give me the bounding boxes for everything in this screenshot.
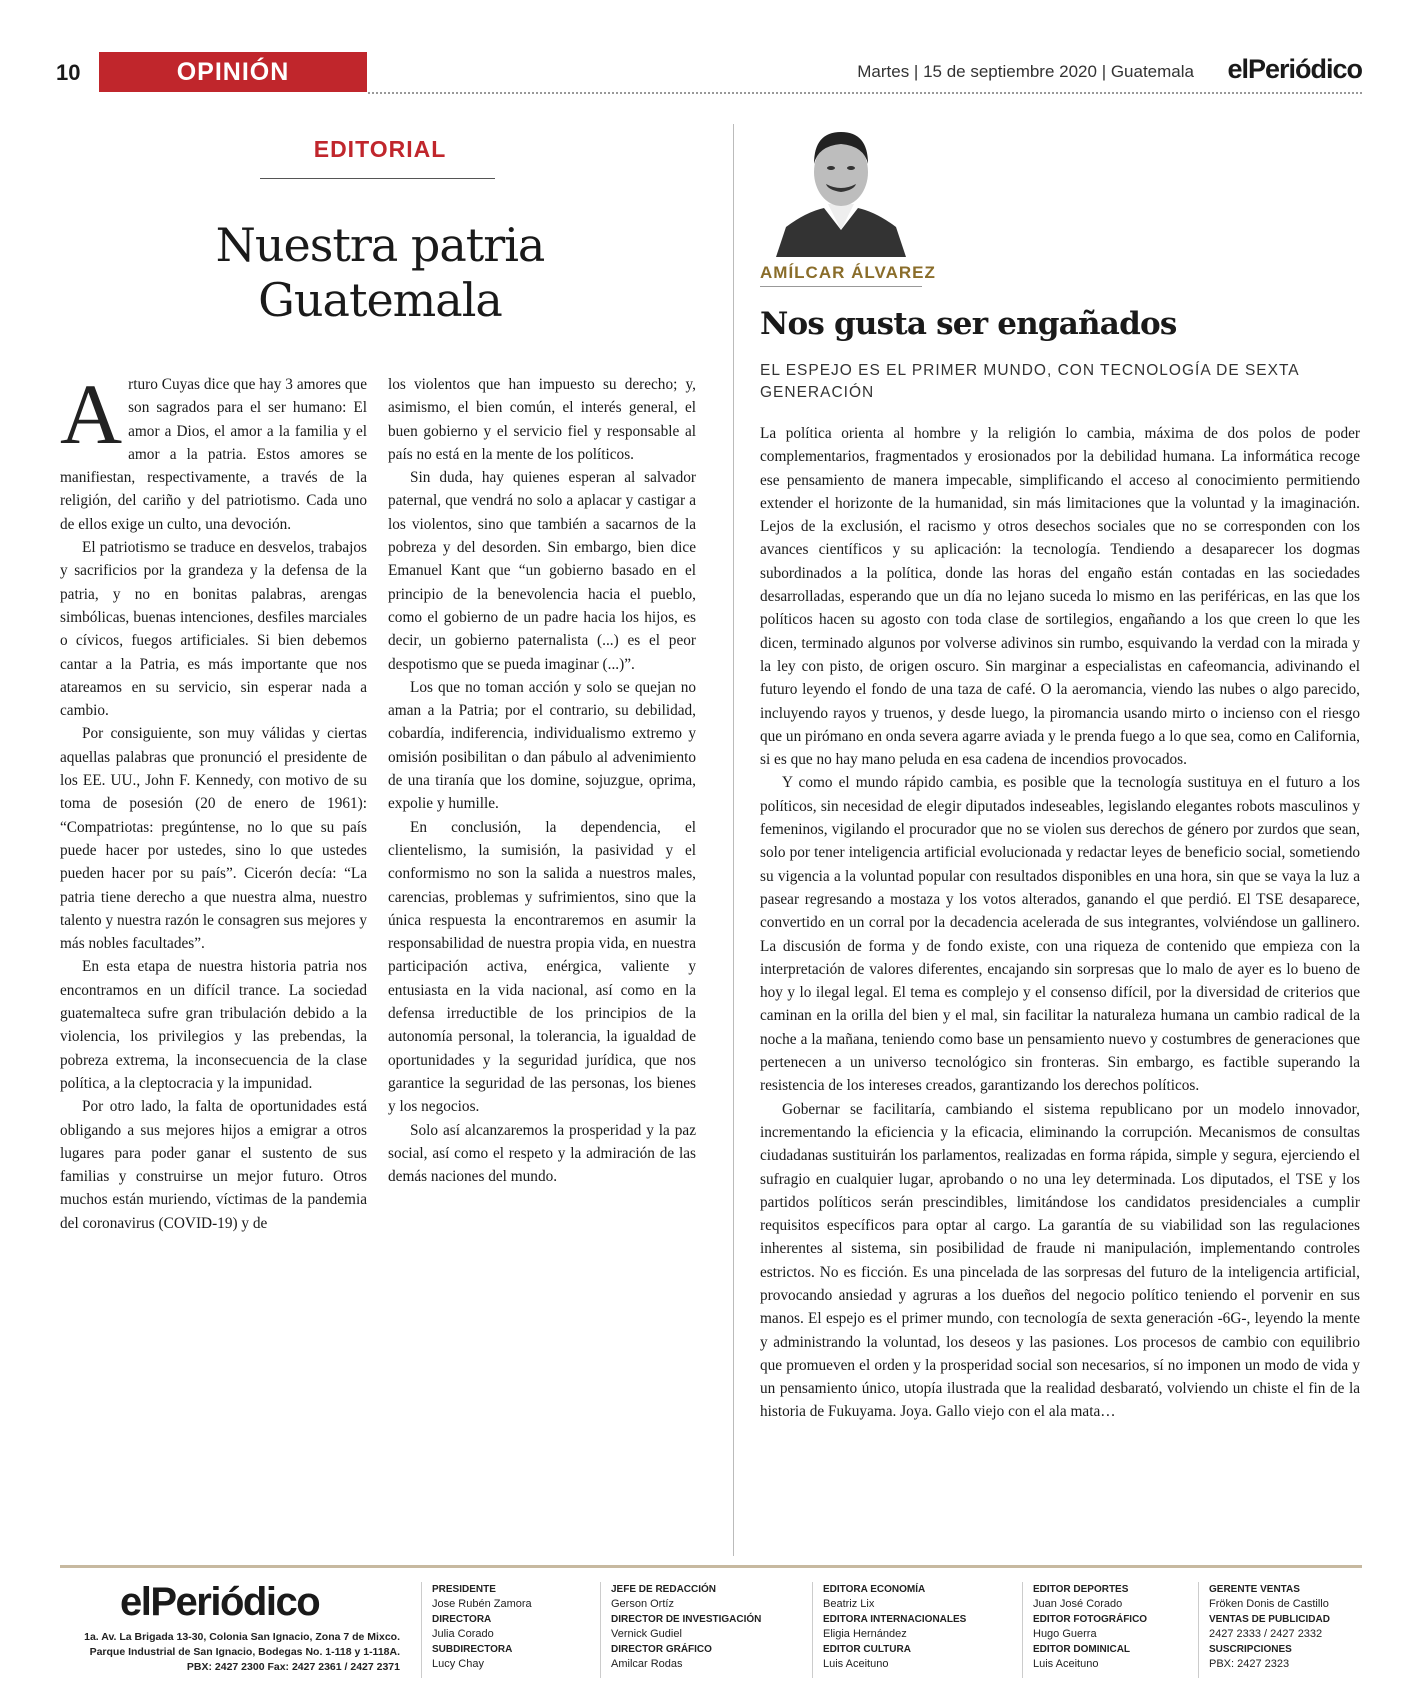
page-number: 10 [56,60,81,85]
section-label: OPINIÓN [99,52,367,92]
paragraph: Gobernar se facilitaría, cambiando el sistema republicano por un modelo innovador, incrementando la eficiencia y la eficacia, eliminando la corrupción. Mecanismos de consultas ciudadanas sustituirán los parlamentos, realizadas en forma rápida, simple y segura, ejerciendo el sufragio en cualquier lugar, aprobando o no una ley determinada. Los diputados, el TSE y los partidos políticos serán prescindibles, limitándose los candidatos presidenciales a cumplir requisitos específicos para optar al cargo. La garantía de su viabilidad son las regulaciones inherentes al sistema, sin posibilidad de fraude ni manipulación, implementando controles estrictos. No es ficción. Es una pincelada de las sorpresas del futuro de la inteligencia artificial, provocando ansiedad y agruras a los dueños del negocio político teniendo el porvenir en sus manos. El espejo es el primer mundo, con tecnología de sexta generación -6G-, leyendo la mente y administrando la voluntad, los deseos y las pasiones. Los procesos de cambio con equilibrio que promueven el orden y la prosperidad social son necesarios, sí no imponen un modo de vida y un pensamiento único, utopía ilustrada que la realidad desbarató, volviendo un chiste el fin de la historia de Fukuyama. Joya. Gallo viejo con el ala mata… [760,1100,1360,1421]
paragraph: La política orienta al hombre y la religión lo cambia, máxima de dos polos de poder complementarios, fragmentados y erosionados por la debilidad humana. La informática recoge ese pensamiento de manera impecable, simplificando el acceso al conocimiento permitiendo extender el horizonte de la humanidad, sin más limitaciones que la voluntad y la imaginación. Lejos de la exclusión, el racismo y otros desechos sociales que no se corresponden con los avances científicos y su aplicación: la tecnología. Tendiendo a desaparecer los dogmas subordinados a la política, donde las horas del engaño están contadas en las sociedades desarrolladas, esperando que un día no lejano suceda lo mismo en las periféricas, en las que los políticos hacen su agosto con toda clase de sortilegios, engañando a los que creen lo que les dicen, terminado algunos por volverse adivinos sin rumbo, esquivando la verdad con la mirada y la ley con pisto, de origen oscuro. Sin marginar a especialistas en cafeomancia, adivinando el futuro leyendo el fondo de una taza de café. O la aeromancia, viendo las nubes o algo parecido, incluyendo rayos y truenos, y desde luego, la piromancia usando mirto o incienso con el riesgo que un pirómano en onda severa agarre aviada y le prenda fuego a lo que sea, como en California, si es que no hay mano peluda en esa cadena de incendios provocados. [760,425,1360,769]
staff-column-3: EDITORA ECONOMÍA Beatriz Lix EDITORA INTERNACIONALES Eligia Hernández EDITOR CULTURA Luis Aceituno [823,1584,967,1670]
column-title: Nos gusta ser engañados [760,306,1177,342]
author-name: AMÍLCAR ÁLVAREZ [760,263,936,282]
kicker-rule [260,178,495,179]
footer-separator [600,1582,601,1678]
footer-address: 1a. Av. La Brigada 13-30, Colonia San Ignacio, Zona 7 de Mixco. Parque Industrial de San Ignacio, Bodegas No. 1-118 y 1-118A. PBX: 2427 2300 Fax: 2427 2361 / 2427 2371 [84,1631,400,1673]
paragraph: Y como el mundo rápido cambia, es posible que la tecnología sustituya en el futuro a los políticos, sin necesidad de elegir diputados indeseables, legislando elegantes robots masculinos y femeninos, vigilando el procurador que no se violen sus derechos de género por zurdos que sean, solo por tener inteligencia artificial evolucionada y redactar leyes de beneficio social, sometiendo su vigencia a la voluntad popular con resultados disponibles en una hora, sin que se vaya la luz a pasear regresando a mostaza y los votos alterados, ganando el que perdió. El TSE desaparece, convertido en un corral por la decadencia acelerada de sus integrantes, volviéndose un gallinero. La discusión de forma y de fondo existe, con una riqueza de contenido que empieza con la interpretación de valores diferentes, encajando sin sorpresas que lo malo de ayer es lo bueno de hoy y lo ilegal legal. El tema es complejo y el consenso difícil, por la diversidad de criterios que caminan en la orilla del bien y el mal, sin facilitar la naturaleza humana un cambio radical de la noche a la mañana, teniendo como base un pensamiento nuevo y costumbres de generaciones que pertenecen a un universo tecnológico sin fronteras. Sin embargo, es factible superando la resistencia de los intereses creados, garantizando los derechos políticos. [760,774,1360,1095]
footer-separator [421,1582,422,1678]
column-divider [733,124,734,1556]
paragraph: Los que no toman acción y solo se quejan no aman a la Patria; por el contrario, su debilidad, cobardía, indiferencia, individualismo extremo y omisión posibilitan o dan pábulo al advenimiento de una tiranía que los domine, sojuzgue, oprima, expolie y humille. [388,678,696,813]
footer-logo: elPeriódico [120,1580,320,1624]
paragraph: los violentos que han impuesto su derecho; y, asimismo, el bien común, el interés general, el buen gobierno y el servicio fiel y responsable al país no está en la mente de los políticos. [388,376,696,463]
paragraph: Solo así alcanzaremos la prosperidad y la paz social, así como el respeto y la admiración de las demás naciones del mundo. [388,1121,696,1186]
column-subtitle: EL ESPEJO ES EL PRIMER MUNDO, CON TECNOLOGÍA DE SEXTA GENERACIÓN [760,362,1299,401]
editorial-kicker: EDITORIAL [313,136,447,162]
editorial-column-1 [60,366,367,1235]
drop-cap: A [60,366,123,462]
header-divider [368,92,1362,94]
footer-separator [812,1582,813,1678]
staff-column-4: EDITOR DEPORTES Juan José Corado EDITOR FOTOGRÁFICO Hugo Guerra EDITOR DOMINICAL Luis Aceituno [1033,1584,1148,1670]
paragraph: Por otro lado, la falta de oportunidades está obligando a sus mejores hijos a emigrar a otros lugares para poder ganar el sustento de sus familias y construirse un mejor futuro. Otros muchos están muriendo, víctimas de la pandemia del coronavirus (COVID-19) y de [60,1098,367,1232]
author-portrait [776,112,906,257]
editorial-column-2 [388,373,696,1188]
headline-line-2: Guatemala [258,273,502,328]
paragraph: Por consiguiente, son muy válidas y ciertas aquellas palabras que pronunció el presidente de los EE. UU., John F. Kennedy, con motivo de su toma de posesión (20 de enero de 1961): “Compatriotas: pregúntense, no lo que su país puede hacer por ustedes, sino lo que ustedes pueden hacer por su país”. Cicerón decía: “La patria tiene derecho a que nuestra alma, nuestro talento y nuestra razón le consagren sus mejores y más nobles facultades”. [60,725,367,953]
staff-column-5: GERENTE VENTAS Fröken Donis de Castillo VENTAS DE PUBLICIDAD 2427 2333 / 2427 2332 SUSCRIPCIONES PBX: 2427 2323 [1209,1584,1330,1670]
footer-separator [1198,1582,1199,1678]
footer-rule [60,1565,1362,1568]
opinion-body [760,422,1360,1424]
newspaper-logo: elPeriódico [1227,54,1362,84]
dateline: Martes | 15 de septiembre 2020 | Guatemala [857,62,1194,81]
paragraph: El patriotismo se traduce en desvelos, trabajos y sacrificios por la grandeza y la defensa de la patria, y no en bonitas palabras, arengas simbólicas, buenas intenciones, desfiles marciales o cívicos, fuegos artificiales. Si bien debemos cantar a la Patria, es más importante que nos atareamos en su servicio, sin esperar nada a cambio. [60,539,367,720]
paragraph: Sin duda, hay quienes esperan al salvador paternal, que vendrá no solo a aplacar y castigar a los violentos, sino que también a sacarnos de la pobreza y del desorden. Sin embargo, bien dice Emanuel Kant que “un gobierno basado en el principio de la benevolencia hacia el pueblo, como el gobierno de un padre hacia los hijos, es decir, un gobierno paternalista (...) es el peor despotismo que se pueda imaginar (...)”. [388,469,696,673]
staff-column-2: JEFE DE REDACCIÓN Gerson Ortíz DIRECTOR DE INVESTIGACIÓN Vernick Gudiel DIRECTOR GRÁFICO Amilcar Rodas [611,1584,762,1670]
staff-column-1: PRESIDENTE Jose Rubén Zamora DIRECTORA Julia Corado SUBDIRECTORA Lucy Chay [432,1584,532,1670]
author-rule [760,286,922,287]
paragraph: En esta etapa de nuestra historia patria nos encontramos en un difícil trance. La sociedad guatemalteca sufre gran tribulación debido a la violencia, los privilegios y las prebendas, la pobreza extrema, la inconsecuencia de la clase política, a la cleptocracia y la impunidad. [60,958,367,1092]
footer-separator [1022,1582,1023,1678]
editorial-headline [140,218,620,328]
paragraph: Arturo Cuyas dice que hay 3 amores que son sagrados para el ser humano: El amor a Dios, el amor a la familia y el amor a la patria. Estos amores se manifiestan, respectivamente, a través de la religión, del cariño y del patriotismo. Cada uno de ellos exige un culto, una devoción. [60,366,367,533]
headline-line-1: Nuestra patria [215,218,545,272]
paragraph: En conclusión, la dependencia, el clientelismo, la sumisión, la pasividad y el conformismo no son la salida a nuestros males, carencias, problemas y sufrimientos, sino que la única respuesta la encontraremos en asumir la responsabilidad de nuestra propia vida, en nuestra participación activa, enérgica, valiente y entusiasta en la vida nacional, así como en la defensa irreductible de los principios de la autonomía personal, la tolerancia, la igualdad de oportunidades y la seguridad jurídica, que nos garantice la seguridad de las personas, los bienes y los negocios. [388,818,696,1116]
